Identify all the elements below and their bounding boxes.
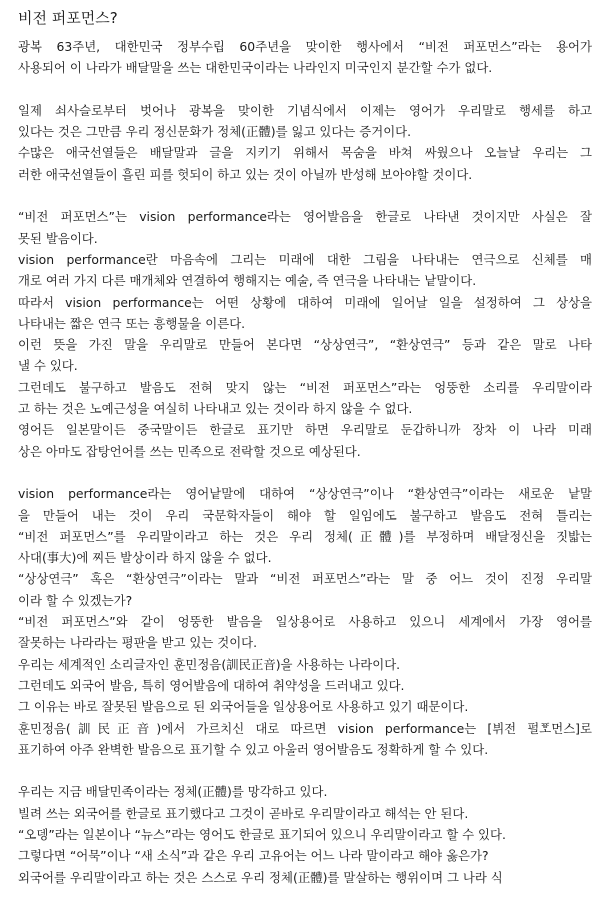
paragraph xyxy=(18,696,592,717)
text-line: 있다는 것은 그만큼 우리 정신문화가 정체(正體)를 잃고 있다는 증거이다. xyxy=(18,124,412,140)
text-line: 고 하는 것은 노예근성을 여실히 나타내고 있는 것이라 하지 않을 수 없다. xyxy=(18,401,413,417)
text-line: 낼 수 있다. xyxy=(18,358,78,374)
paragraph xyxy=(18,568,592,611)
text-line: 따라서 vision performance는 어떤 상황에 대하여 미래에 일어날 일을 설정하여 그 상상을 xyxy=(18,294,592,310)
text-line: 수많은 애국선열들은 배달말과 글을 지키기 위해서 목숨을 바쳐 싸웠으나 오늘날 우리는 그 xyxy=(18,145,592,161)
text-line: “비전 퍼포먼스”를 우리말이라고 하는 것은 우리 정체(正體)를 부정하며 배달정신을 짓밟는 xyxy=(18,528,592,544)
text-line: vision performance라는 영어낱말에 대하여 “상상연극”이나 “환상연극”이라는 새로운 낱말 xyxy=(18,486,592,502)
text-line: 그렇다면 “어묵”이나 “새 소식”과 같은 우리 고유어는 어느 나라 말이라고 해야 옳은가? xyxy=(18,848,489,864)
text-line: 일제 쇠사슬로부터 벗어나 광복을 맞이한 기념식에서 이제는 영어가 우리말로 행세를 하고 xyxy=(18,102,592,118)
text-line: 그런데도 외국어 발음, 특히 영어발음에 대하여 취약성을 드러내고 있다. xyxy=(18,677,405,693)
text-line: vision performance란 마음속에 그리는 미래에 대한 그림을 나타내는 연극으로 신체를 매 xyxy=(18,251,592,267)
text-line: 광복 63주년, 대한민국 정부수립 60주년을 맞이한 행사에서 “비전 퍼포먼스”라는 용어가 xyxy=(18,39,592,54)
text-line: 사대(事大)에 찌든 발상이라 하지 않을 수 없다. xyxy=(18,550,272,566)
paragraph xyxy=(18,803,592,824)
paragraph xyxy=(18,206,592,249)
text-line: 그 이유는 바로 잘못된 발음으로 된 외국어들을 일상용어로 사용하고 있기 때문이다. xyxy=(18,699,469,715)
paragraph-gap xyxy=(18,760,592,781)
paragraph-gap xyxy=(18,462,592,483)
text-line: 러한 애국선열들이 흘린 피를 헛되이 하고 있는 것이 아닐까 반성해 보아야할 것이다. xyxy=(18,166,473,182)
paragraph-gap xyxy=(18,79,592,100)
text-line: 개로 여러 가지 다른 매개체와 연결하여 행해지는 예술, 즉 연극을 나타내는 낱말이다. xyxy=(18,273,477,289)
paragraph xyxy=(18,781,592,802)
text-line: 표기하여 아주 완벽한 발음으로 표기할 수 있고 아울러 영어발음도 정확하게 할 수 있다. xyxy=(18,741,489,757)
text-line: 나타내는 짧은 연극 또는 흥행물을 이른다. xyxy=(18,315,246,331)
text-line: 외국어를 우리말이라고 하는 것은 스스로 우리 정체(正體)를 말살하는 행위이며 그 나라 식 xyxy=(18,869,503,885)
paragraph xyxy=(18,249,592,292)
paragraph xyxy=(18,419,592,462)
paragraph xyxy=(18,100,592,143)
paragraph xyxy=(18,845,592,866)
text-line: “오뎅”라는 일본이나 “뉴스”라는 영어도 한글로 표기되어 있으니 우리말이라고 할 수 있다. xyxy=(18,826,506,842)
document xyxy=(18,8,592,888)
paragraph xyxy=(18,718,592,761)
paragraph xyxy=(18,36,592,79)
text-line: 못된 발음이다. xyxy=(18,230,98,246)
text-line: 잘못하는 나라라는 평판을 받고 있는 것이다. xyxy=(18,635,258,651)
paragraph xyxy=(18,675,592,696)
paragraph-gap xyxy=(18,185,592,206)
text-line: 영어든 일본말이든 중국말이든 한글로 표기만 하면 우리말로 둔갑하니까 장차 이 나라 미래 xyxy=(18,422,592,438)
text-line: “비전 퍼포먼스”와 같이 엉뚱한 발음을 일상용어로 사용하고 있으니 세계에서 가장 영어를 xyxy=(18,614,592,630)
text-line: 이런 뜻을 가진 말을 우리말로 만들어 본다면 “상상연극”, “환상연극” 등과 같은 말로 나타 xyxy=(18,337,592,353)
paragraph xyxy=(18,654,592,675)
document-body xyxy=(18,36,592,888)
text-line: 이라 할 수 있겠는가? xyxy=(18,592,133,608)
paragraph xyxy=(18,867,592,888)
text-line: “상상연극” 혹은 “환상연극”이라는 말과 “비전 퍼포먼스”라는 말 중 어느 것이 진정 우리말 xyxy=(18,571,592,587)
paragraph xyxy=(18,292,592,335)
paragraph xyxy=(18,377,592,420)
text-line: “비전 퍼포먼스”는 vision performance라는 영어발음을 한글로 나타낸 것이지만 사실은 잘 xyxy=(18,209,592,225)
text-line: 사용되어 이 나라가 배달말을 쓰는 대한민국이라는 나라인지 미국인지 분간할 수가 없다. xyxy=(18,60,493,76)
paragraph xyxy=(18,142,592,185)
paragraph xyxy=(18,824,592,845)
text-line: 훈민정음(訓民正音)에서 가르치신 대로 따르면 vision performance는 [뷔전 펄ᅗᅩ먼스]로 xyxy=(18,720,592,736)
text-line: 빌려 쓰는 외국어를 한글로 표기했다고 그것이 곧바로 우리말이라고 해석는 안 된다. xyxy=(18,805,469,821)
text-line: 우리는 세계적인 소리글자인 훈민정음(訓民正音)을 사용하는 나라이다. xyxy=(18,656,401,672)
paragraph xyxy=(18,611,592,654)
text-line: 우리는 지금 배달민족이라는 정체(正體)를 망각하고 있다. xyxy=(18,784,328,800)
paragraph xyxy=(18,334,592,377)
text-line: 상은 아마도 잡탕언어를 쓰는 민족으로 전락할 것으로 예상된다. xyxy=(18,443,361,459)
text-line: 을 만들어 내는 것이 우리 국문학자들이 해야 할 일임에도 불구하고 발음도 전혀 틀리는 xyxy=(18,507,592,523)
paragraph xyxy=(18,483,592,568)
text-line: 그런데도 불구하고 발음도 전혀 맞지 않는 “비전 퍼포먼스”라는 엉뚱한 소리를 우리말이라 xyxy=(18,379,592,395)
document-title: 비전 퍼포먼스? xyxy=(18,9,118,27)
